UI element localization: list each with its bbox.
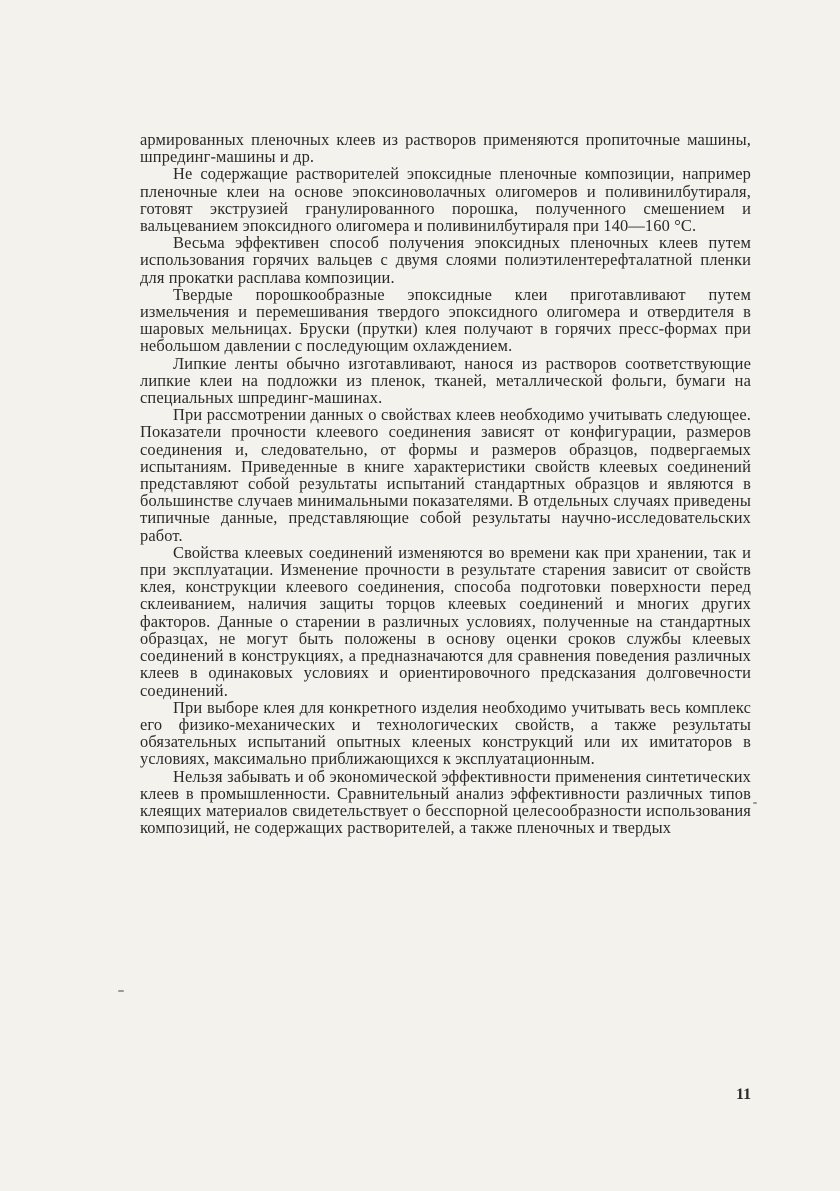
paragraph-7: Свойства клеевых соединений изменяются во времени как при хранении, так и при эксплуатации. Изменение прочности в результате старения зависит от свойств клея, конструкции клеевого соединения, способа подготовки поверхности перед склеиванием, наличия защиты торцов клеевых соединений и многих других факторов. Данные о старении в различных условиях, полученные на стандартных образцах, не могут быть положены в основу оценки сроков службы клеевых соединений в конструкциях, а предназначаются для сравнения поведения различных клеев в одинаковых условиях и ориентировочного предсказания долговечности соединений. — [140, 542, 751, 700]
paragraph-5: Липкие ленты обычно изготавливают, нанося из растворов соответствующие липкие клеи на подложки из пленок, тканей, металлической фольги, бумаги на специальных шпрединг-машинах. — [140, 353, 751, 408]
paragraph-8: При выборе клея для конкретного изделия необходимо учитывать весь комплекс его физико-механических и технологических свойств, а также результаты обязательных испытаний опытных клееных конструкций или их имитаторов в условиях, максимально приближающихся к эксплуатационным. — [140, 697, 751, 769]
paragraph-1: армированных пленочных клеев из растворов применяются пропиточные машины, шпрединг-машины и др. — [140, 130, 751, 167]
paragraph-4: Твердые порошкообразные эпоксидные клеи приготавливают путем измельчения и перемешивания твердого эпоксидного олигомера и отвердителя в шаровых мельницах. Бруски (прутки) клея получают в горячих пресс-формах при небольшом давлении с последующим охлаждением. — [140, 284, 751, 356]
paragraph-3: Весьма эффективен способ получения эпоксидных пленочных клеев путем использования горячих вальцев с двумя слоями полиэтилентерефталатной пленки для прокатки расплава композиции. — [140, 233, 751, 287]
paragraph-6: При рассмотрении данных о свойствах клеев необходимо учитывать следующее. Показатели прочности клеевого соединения зависят от конфигурации, размеров соединения и, следовательно, от формы и размеров образцов, подвергаемых испытаниям. Приведенные в книге характеристики свойств клеевых соединений представляют собой результаты испытаний стандартных образцов и являются в большинстве случаев минимальными показателями. В отдельных случаях приведены типичные данные, представляющие собой результаты научно-исследовательских работ. — [140, 405, 751, 545]
scan-speck — [753, 802, 757, 804]
page-number: 11 — [736, 1086, 752, 1103]
body-text — [140, 131, 751, 836]
scan-speck — [118, 990, 124, 992]
paragraph-9: Нельзя забывать и об экономической эффективности применения синтетических клеев в промышленности. Сравнительный анализ эффективности различных типов клеящих материалов свидетельствует о бесспорной целесообразности использования композиций, не содержащих растворителей, а также пленочных и твердых — [140, 766, 751, 838]
paragraph-2: Не содержащие растворителей эпоксидные пленочные композиции, например пленочные клеи на основе эпоксиноволачных олигомеров и поливинилбутираля, готовят экструзией гранулированного порошка, полученного смешением и вальцеванием эпоксидного олигомера и поливинилбутираля при 140—160 °C. — [140, 164, 751, 236]
